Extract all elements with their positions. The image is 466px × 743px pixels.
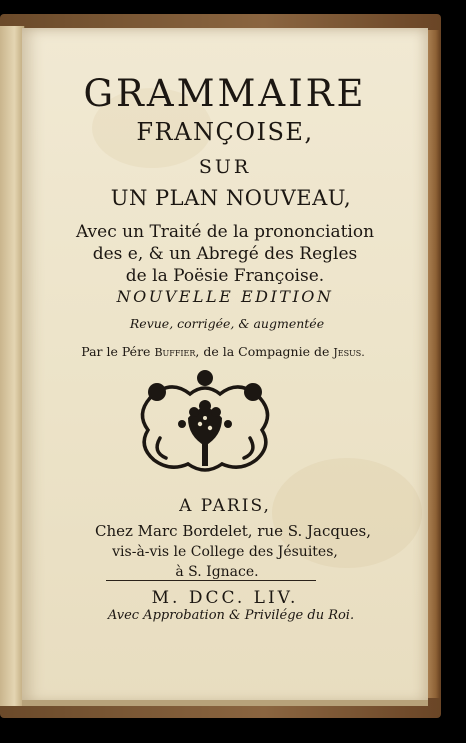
author-name: Buffier: [154, 346, 196, 359]
page-bottom-edge: [22, 700, 428, 706]
imprint-address: vis-à-vis le College des Jésuites,: [112, 544, 338, 560]
author-order: Jesus.: [333, 346, 365, 359]
imprint-place: A PARIS,: [179, 496, 271, 516]
subtitle-line-poesie: de la Poësie Françoise.: [125, 266, 325, 286]
privilege-note: Avec Approbation & Privilége du Roi.: [107, 608, 355, 623]
revision-note: Revue, corrigée, & augmentée: [129, 316, 325, 331]
author-prefix: Par le Pére: [81, 344, 155, 359]
subtitle-sur: SUR: [198, 156, 252, 178]
author-middle: , de la Compagnie de: [195, 344, 334, 359]
edition-statement: NOUVELLE EDITION: [116, 287, 334, 306]
subtitle-line-des: des e, & un Abregé des Regles: [92, 244, 358, 264]
author-line: [20, 344, 426, 359]
printers-ornament: [130, 368, 280, 480]
imprint-date: M. DCC. LIV.: [151, 588, 299, 608]
subtitle-plan: UN PLAN NOUVEAU,: [110, 186, 352, 210]
fore-edge: [426, 30, 440, 698]
book-title: GRAMMAIRE: [83, 72, 367, 115]
imprint-sign: à S. Ignace.: [175, 564, 259, 580]
subtitle-line-avec: Avec un Traité de la prononciation: [75, 222, 375, 242]
imprint-rule: [106, 580, 316, 581]
book-title-second-word: FRANÇOISE,: [136, 118, 314, 146]
imprint-publisher: Chez Marc Bordelet, rue S. Jacques,: [95, 522, 371, 540]
